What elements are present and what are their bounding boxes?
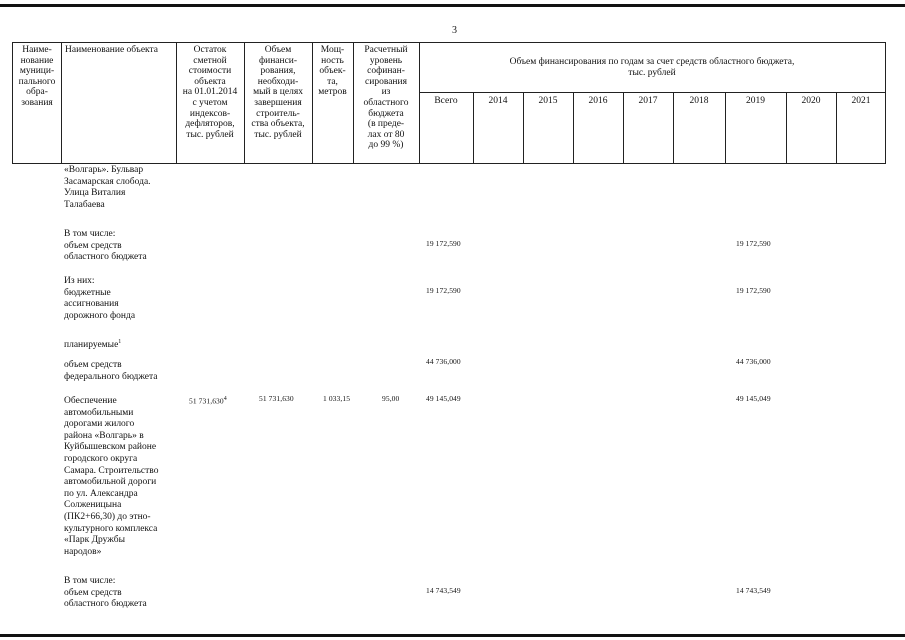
top-border	[0, 4, 905, 7]
total-federal-budget: 44 736,000	[426, 357, 461, 366]
year-2019-federal-budget: 44 736,000	[736, 357, 771, 366]
object-name-second: Обеспечение автомобильными дорогами жилого района «Волгарь» в Куйбышевском районе городского округа Самара. Строительство автомобильной дороги по ул. Александра Солженицына (ПК2+66,30) до этно- культурного комплекса «Парк Дружбы народов»	[64, 396, 159, 557]
header-capacity: Мощ- ность объек- та, метров	[318, 45, 347, 98]
year-2019-regional-budget-2: 14 743,549	[736, 586, 771, 595]
row-label-regional-budget: В том числе: объем средств областного бюджета	[64, 229, 147, 263]
total-second-object: 49 145,049	[426, 394, 461, 403]
row-label-planned	[64, 337, 121, 352]
remaining-cost-footnote: 4	[223, 396, 227, 402]
row-label-road-fund: Из них: бюджетные ассигнования дорожного фонда	[64, 276, 136, 321]
header-funding-volume: Объем финанси- рования, необходи- мый в целях завершения строитель- ства объекта, тыс. рублей	[251, 45, 305, 140]
cofinancing-value: 95,00	[382, 394, 400, 403]
year-2019-second-object: 49 145,049	[736, 394, 771, 403]
year-2019-road-fund: 19 172,590	[736, 286, 771, 295]
col-divider	[61, 43, 62, 163]
footnote-marker: 1	[118, 339, 122, 345]
header-year-2021: 2021	[851, 96, 871, 106]
row-label-regional-budget-2: В том числе: объем средств областного бюджета	[64, 576, 147, 610]
header-object-name: Наименование объекта	[65, 45, 159, 55]
total-regional-budget-2: 14 743,549	[426, 586, 461, 595]
header-funding-group: Объем финансирования по годам за счет средств областного бюджета, тыс. рублей	[509, 57, 795, 78]
header-cofinancing: Расчетный уровень софинан- сирования из областного бюджета (в преде- лах от 80 до 99 %)	[363, 45, 409, 151]
remaining-cost-value	[189, 394, 227, 407]
table-header	[12, 42, 886, 164]
header-subdivider	[419, 92, 885, 93]
header-year-2017: 2017	[638, 96, 658, 106]
bottom-border	[0, 634, 905, 637]
total-road-fund: 19 172,590	[426, 286, 461, 295]
object-name-continuation: «Волгарь». Бульвар Засамарская слобода. Улица Виталия Талабаева	[64, 165, 151, 210]
page-number: 3	[452, 25, 457, 36]
planned-text: планируемые	[64, 340, 119, 351]
header-municipality: Наиме- нование муници- пального обра- зования	[18, 45, 56, 108]
total-regional-budget: 19 172,590	[426, 239, 461, 248]
header-total: Всего	[434, 96, 458, 106]
header-year-2014: 2014	[488, 96, 508, 106]
header-year-2019: 2019	[746, 96, 765, 106]
header-year-2020: 2020	[801, 96, 821, 106]
header-remaining-cost: Остаток сметной стоимости объекта на 01.01.2014 с учетом индексов- дефляторов, тыс. рублей	[182, 45, 238, 140]
row-label-federal-budget: объем средств федерального бюджета	[64, 360, 158, 382]
capacity-value: 1 033,15	[323, 394, 351, 403]
header-year-2016: 2016	[588, 96, 608, 106]
remaining-cost-number: 51 731,630	[189, 396, 224, 406]
funding-volume-value: 51 731,630	[259, 394, 294, 403]
year-2019-regional-budget: 19 172,590	[736, 239, 771, 248]
header-year-2018: 2018	[689, 96, 709, 106]
header-year-2015: 2015	[538, 96, 558, 106]
